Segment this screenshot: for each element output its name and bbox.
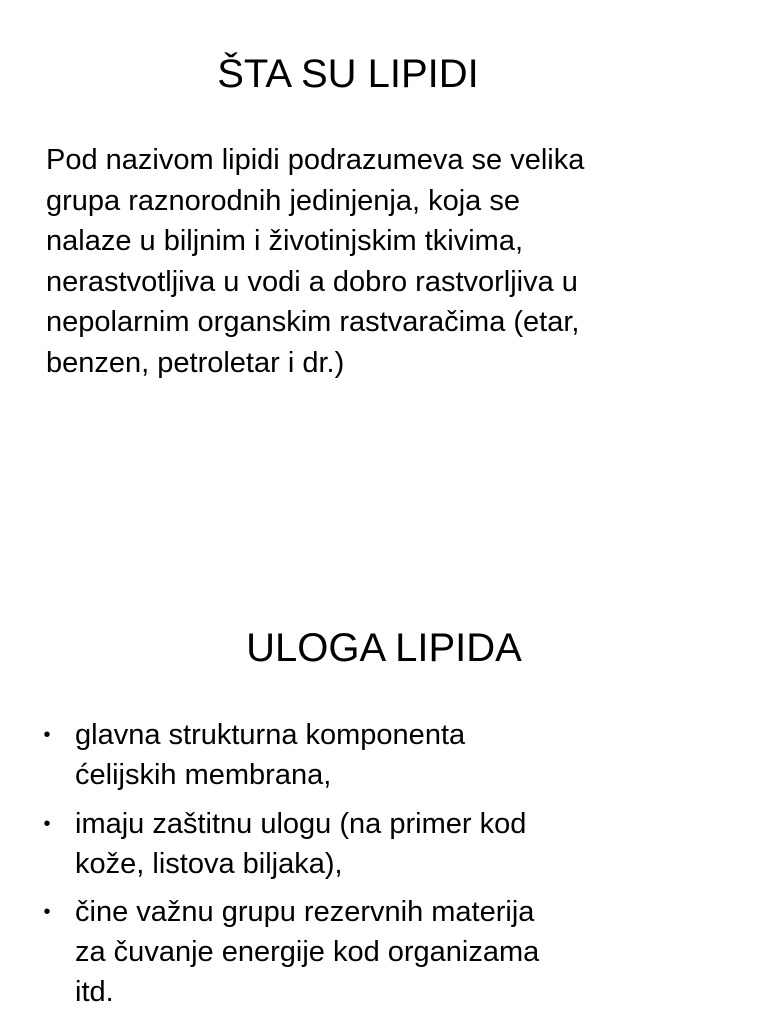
definition-paragraph	[46, 140, 755, 384]
paragraph-line: Pod nazivom lipidi podrazumeva se velika	[46, 144, 585, 176]
bullet-line: čine važnu grupu rezervnih materija	[75, 896, 535, 928]
bullet-line: ćelijskih membrana,	[75, 759, 332, 791]
bullet-line: imaju zaštitnu ulogu (na primer kod	[75, 807, 527, 840]
bullet-line: kože, listova biljaka),	[75, 847, 343, 880]
bullet-item	[40, 804, 720, 884]
bullet-line: glavna strukturna komponenta	[75, 719, 466, 751]
paragraph-line: nerastvotljiva u vodi a dobro rastvorljiva u	[46, 265, 578, 298]
bullet-icon: •	[43, 901, 51, 923]
paragraph-line: nepolarnim organskim rastvaračima (etar,	[46, 306, 580, 339]
bullet-item	[40, 715, 720, 795]
bullet-icon: •	[43, 724, 51, 746]
bullet-line: itd.	[75, 976, 114, 1008]
paragraph-line: benzen, petroletar i dr.)	[46, 346, 345, 379]
slide-lipid-role	[0, 512, 768, 1024]
bullet-item	[40, 892, 720, 1012]
paragraph-line: grupa raznorodnih jedinjenja, koja se	[46, 184, 520, 217]
role-bullet-list	[40, 715, 720, 1021]
slide-title: ULOGA LIPIDA	[246, 626, 522, 670]
bullet-line: za čuvanje energije kod organizama	[75, 936, 540, 968]
slide-title: ŠTA SU LIPIDI	[217, 52, 479, 96]
bullet-icon: •	[43, 812, 51, 835]
paragraph-line: nalaze u biljnim i životinjskim tkivima,	[46, 225, 524, 258]
